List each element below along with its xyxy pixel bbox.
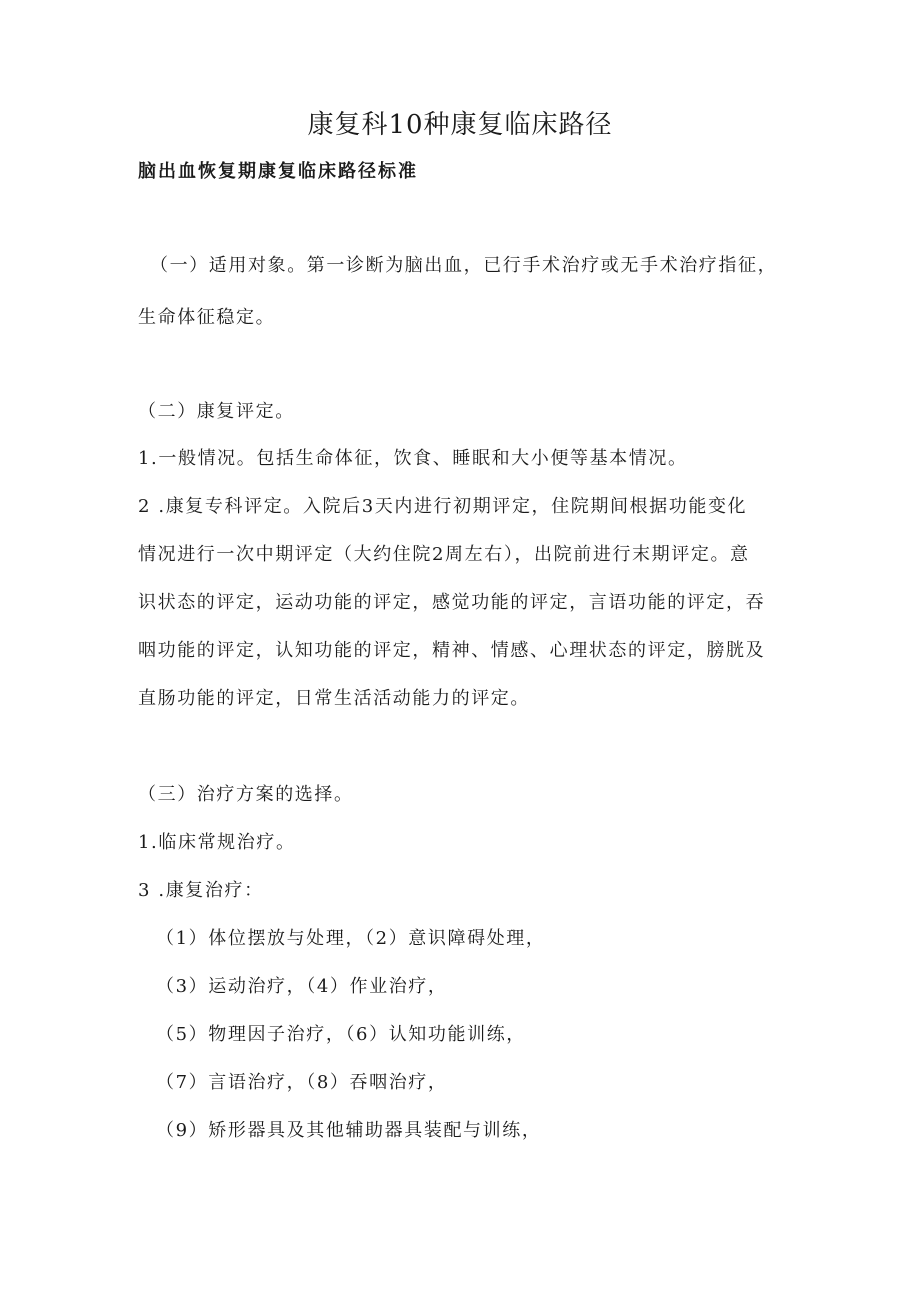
page-title: 康复科10种康复临床路径 — [307, 110, 613, 140]
section1-line1: （一）适用对象。第一诊断为脑出血，已行手术治疗或无手术治疗指征， — [150, 255, 778, 276]
document-subtitle: 脑出血恢复期康复临床路径标准 — [138, 161, 418, 182]
treatment-sub-item: （7）言语治疗，（8）吞咽治疗， — [156, 1072, 448, 1093]
section2-item2-line1: 2 .康复专科评定。入院后3天内进行初期评定，住院期间根据功能变化 — [138, 496, 748, 517]
section2-item1: 1.一般情况。包括生命体征，饮食、睡眠和大小便等基本情况。 — [138, 448, 688, 469]
treatment-sub-item: （3）运动治疗，（4）作业治疗， — [156, 976, 448, 997]
section2-item2-line3: 识状态的评定，运动功能的评定，感觉功能的评定，言语功能的评定，吞 — [138, 592, 766, 613]
section3-item2: 3 .康复治疗： — [138, 880, 264, 901]
section2-item2-line5: 直肠功能的评定，日常生活活动能力的评定。 — [138, 688, 530, 709]
treatment-sub-item: （1）体位摆放与处理，（2）意识障碍处理， — [156, 928, 546, 949]
treatment-sub-item: （9）矫形器具及其他辅助器具装配与训练， — [156, 1120, 542, 1141]
section2-item2-line4: 咽功能的评定，认知功能的评定，精神、情感、心理状态的评定，膀胱及 — [138, 640, 766, 661]
section1-line2: 生命体征稳定。 — [138, 307, 276, 328]
section3-heading: （三）治疗方案的选择。 — [138, 784, 354, 805]
section2-heading: （二）康复评定。 — [138, 401, 295, 422]
section3-item1: 1.临床常规治疗。 — [138, 832, 296, 853]
section2-item2-line2: 情况进行一次中期评定（大约住院2周左右），出院前进行末期评定。意 — [138, 544, 750, 565]
treatment-sub-item: （5）物理因子治疗，（6）认知功能训练， — [156, 1024, 526, 1045]
